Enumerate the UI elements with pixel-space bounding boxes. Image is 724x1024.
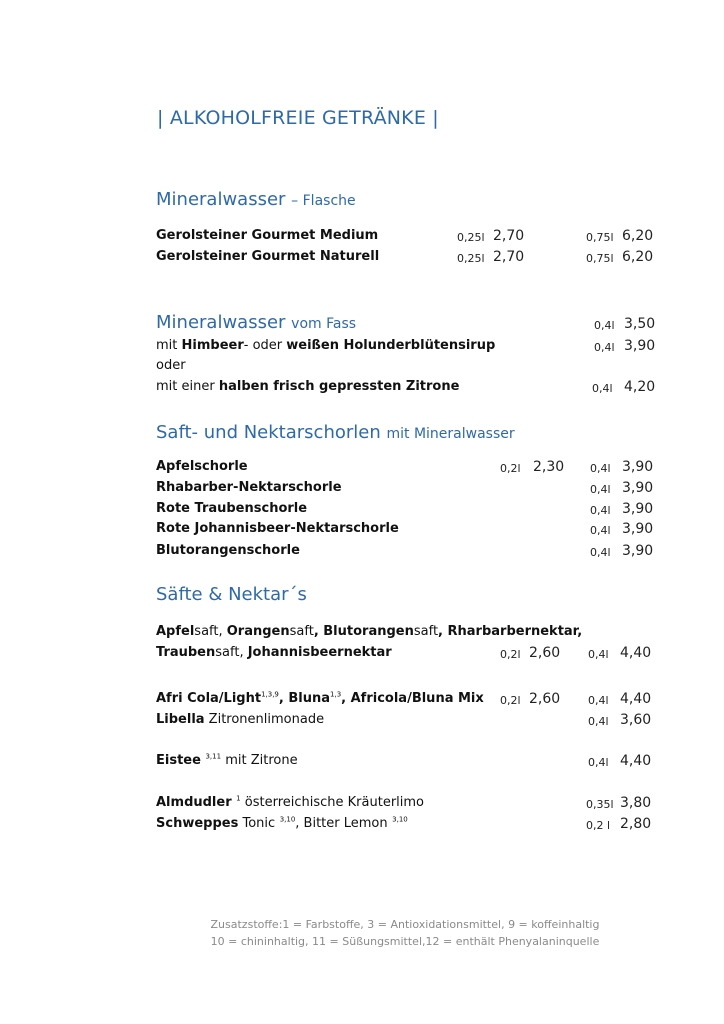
menu-item-price: 6,20 [622,228,654,244]
section-heading-schorlen [156,422,515,443]
menu-item-volume: 0,2l [500,462,521,475]
menu-item-volume: 0,25l [457,252,485,265]
heading-text: Mineralwasser [156,312,286,333]
menu-item-volume: 0,25l [457,231,485,244]
menu-item-name: Libella Zitronenlimonade [156,712,325,727]
section-heading-saefte: Säfte & Nektar´s [156,584,307,605]
menu-item-price: 2,30 [533,459,565,475]
menu-item-price: 4,40 [620,645,652,661]
menu-item-volume: 0,2 l [586,819,611,832]
menu-item-price: 3,90 [622,459,654,475]
footnote-marker: 1 [236,794,241,803]
menu-item-price: 3,90 [622,501,654,517]
menu-item-price: 3,90 [622,521,654,537]
menu-item-volume: 0,4l [592,382,613,395]
menu-item-volume: 0,2l [500,648,521,661]
menu-item-price: 2,60 [529,645,561,661]
menu-item-name: Gerolsteiner Gourmet Naturell [156,249,380,264]
footnote-marker: 3,10 [279,815,296,824]
menu-item-name: Apfelschorle [156,459,248,474]
menu-item-name: Schweppes Tonic $^{3,10}$, Bitter Lemon $^{3,10}$ [156,815,408,831]
menu-item-volume: 0,4l [590,462,611,475]
menu-item-price: 3,60 [620,712,652,728]
menu-item-volume: 0,4l [594,319,615,332]
heading-sub: mit Mineralwasser [386,426,515,442]
footnote-line: 10 = chininhaltig, 11 = Süßungsmittel,12 = enthält Phenyalaninquelle [210,935,600,948]
menu-item-volume: 0,4l [588,715,609,728]
footnote-marker: 1,3 [330,690,342,699]
menu-item-price: 3,80 [620,795,652,811]
heading-text: Mineralwasser [156,189,286,210]
menu-item-name: mit Himbeer- oder weißen Holunderblütensirup [156,338,496,353]
menu-item-volume: 0,4l [590,524,611,537]
menu-item-volume: 0,75l [586,252,614,265]
menu-item-price: 6,20 [622,249,654,265]
heading-sub: – Flasche [291,193,356,209]
menu-item-volume: 0,35l [586,798,614,811]
menu-item-price: 2,70 [493,228,525,244]
section-heading-mineral-flasche [156,189,356,210]
menu-item-volume: 0,4l [588,648,609,661]
heading-sub: vom Fass [291,316,357,332]
menu-item-price: 3,90 [624,338,656,354]
menu-item-name: Afri Cola/Light$^{1,3,9}$, Bluna$^{1,3}$, Africola/Bluna Mix [156,690,484,706]
menu-item-name: Rote Johannisbeer-Nektarschorle [156,521,399,536]
menu-item-price: 2,80 [620,816,652,832]
menu-item-price: 3,90 [622,480,654,496]
menu-item-price: 2,60 [529,691,561,707]
footnote-marker: 1,3,9 [261,690,279,699]
menu-item-volume: 0,2l [500,694,521,707]
menu-item-name: Gerolsteiner Gourmet Medium [156,228,379,243]
menu-item-name: Almdudler $^1$ österreichische Kräuterlimo [156,794,425,810]
menu-item-volume: 0,4l [590,546,611,559]
section-heading-mineral-fass [156,312,356,333]
menu-item-volume: 0,4l [588,694,609,707]
menu-item-volume: 0,75l [586,231,614,244]
menu-item-volume: 0,4l [590,504,611,517]
menu-item-price: 3,90 [622,543,654,559]
heading-text: Saft- und Nektarschorlen [156,422,381,443]
menu-item-connector: oder [156,358,186,373]
menu-item-name: Rhabarber-Nektarschorle [156,480,342,495]
menu-item-price: 4,40 [620,691,652,707]
menu-item-price: 4,20 [624,379,656,395]
menu-item-price: 4,40 [620,753,652,769]
footnote-marker: 3,11 [205,752,222,761]
footnote-marker: 3,10 [392,815,408,824]
menu-item-name: Eistee $^{3,11}$ mit Zitrone [156,752,298,768]
menu-item-price: 3,50 [624,316,656,332]
menu-item-name: Blutorangenschorle [156,543,300,558]
menu-item-name: Rote Traubenschorle [156,501,308,516]
footnote-line: Zusatzstoffe:1 = Farbstoffe, 3 = Antioxidationsmittel, 9 = koffeinhaltig [210,918,600,931]
menu-item-volume: 0,4l [588,756,609,769]
menu-item-price: 2,70 [493,249,525,265]
menu-item-name: mit einer halben frisch gepressten Zitrone [156,379,460,394]
menu-item-name: Traubensaft, Johannisbeernektar [156,645,392,660]
page-title: | ALKOHOLFREIE GETRÄNKE | [157,107,439,129]
menu-item-volume: 0,4l [594,341,615,354]
menu-item-name: Apfelsaft, Orangensaft, Blutorangensaft, Rharbarbernektar, [156,624,583,639]
menu-item-volume: 0,4l [590,483,611,496]
